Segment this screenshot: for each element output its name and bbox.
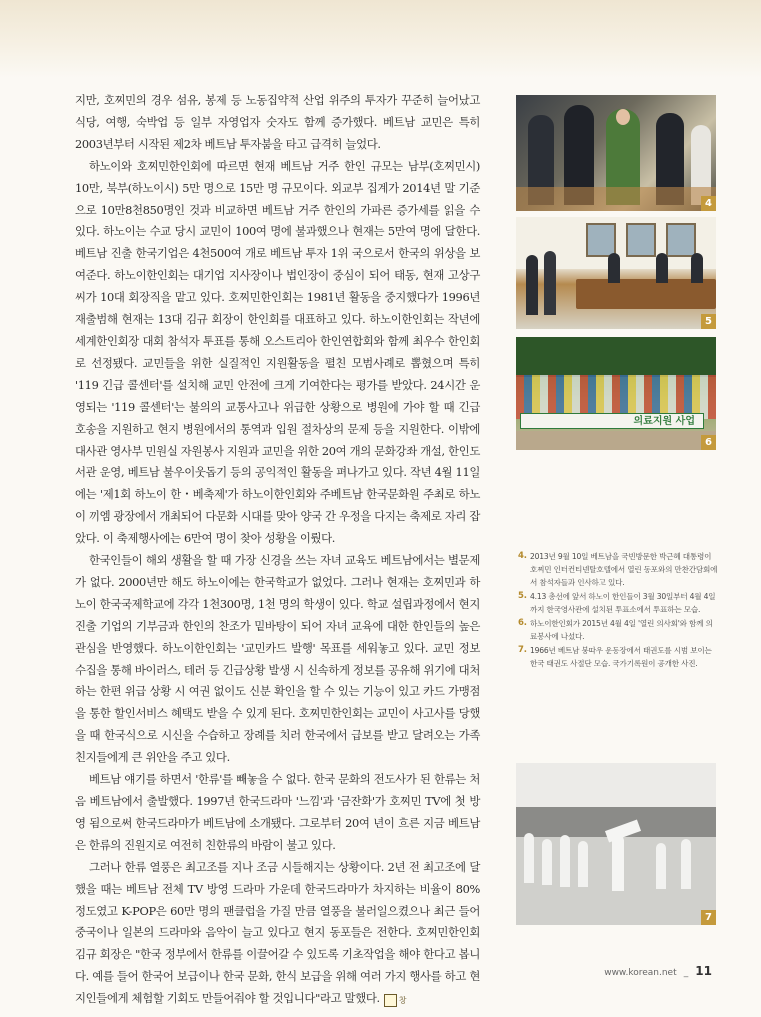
paragraph-5 [75, 857, 480, 1010]
footer-site: www.korean.net [604, 968, 677, 978]
caption-4 [518, 550, 718, 589]
photo-4-number: 4 [701, 196, 716, 211]
photo-6 [516, 337, 716, 450]
photo-5-number: 5 [701, 314, 716, 329]
volunteer-banner [520, 413, 704, 429]
paragraph-3: 한국인들이 해외 생활을 할 때 가장 신경을 쓰는 자녀 교육도 베트남에서는 별문제가 없다. 2000년만 해도 하노이에는 한국학교가 없었다. 그러나 현재는 호찌민과 하노이 한국국제학교에 각각 1천300명, 1천 명의 학생이 있다. 학교 설립과정에서 현지 진출 기업의 기부금과 한인의 찬조가 밑바탕이 되어 자녀 교육에 대한 한인들의 높은 관심을 반영했다. 하노이한인회는 '교민카드 발행' 목표를 세워놓고 있다. 교민 정보 수집을 통해 바이러스, 테러 등 긴급상황 발생 시 신속하게 정보를 공유해 위기에 대처하는 한편 위급 상황 시 여권 없이도 신분 확인을 할 수 있는 기능이 있고 카드 가맹점을 통한 할인서비스 혜택도 받을 수 있게 된다. 호찌민한인회는 교민이 사고사를 당했을 때 한국식으로 시신을 수습하고 장례를 치러 한국에서 급보를 받고 달려오는 가족 친지들에게 큰 위안을 주고 있다. [75, 553, 480, 765]
page-number: 11 [695, 964, 712, 978]
caption-7-text: 1966년 베트남 붕따우 운동장에서 태권도를 시범 보이는 한국 태권도 사절단 모습. 국가기록원이 공개한 사진. [530, 646, 712, 668]
photo-5 [516, 217, 716, 329]
volunteer-banner-text: 의료지원 사업 [633, 416, 695, 427]
caption-5-number: 5. [518, 591, 527, 601]
caption-5 [518, 590, 718, 616]
caption-7-number: 7. [518, 645, 527, 655]
page-footer [560, 960, 712, 979]
article-body [75, 90, 480, 1010]
caption-6-text: 하노이한인회가 2015년 4월 4일 '열린 의사회'와 함께 의료봉사에 나섰다. [530, 619, 713, 641]
caption-5-text: 4.13 총선에 앞서 하노이 한인들이 3월 30일부터 4월 4일까지 한국영사관에 설치된 투표소에서 투표하는 모습. [530, 592, 716, 614]
caption-7 [518, 644, 718, 670]
caption-6 [518, 617, 718, 643]
photo-captions [518, 550, 718, 671]
photo-7-number: 7 [701, 910, 716, 925]
footer-separator: _ [683, 968, 689, 978]
paragraph-2: 하노이와 호찌민한인회에 따르면 현재 베트남 거주 한인 규모는 남부(호찌민시) 10만, 북부(하노이시) 5만 명으로 15만 명 규모이다. 외교부 집계가 2014년 말 기준으로 10만8천850명인 것과 비교하면 베트남 거주 한인의 가파른 증가세를 읽을 수 있다. 하노이는 수교 당시 교민이 100여 명에 불과했으나 현재는 5만여 명에 달한다. 베트남 진출 한국기업은 4천500여 개로 베트남 투자 1위 국으로서 한국의 위상을 보여준다. 하노이한인회는 대기업 지사장이나 법인장이 중심이 되어 태동, 현재 고상구 씨가 10대 회장직을 맡고 있다. 호찌민한인회는 1981년 활동을 중지했다가 1996년 재출범해 현재는 13대 김규 회장이 한인회를 대표하고 있다. 하노이한인회는 작년에 세계한인회장 대회 참석자 투표를 통해 오스트리아 한인연합회와 함께 최우수 한인회로 선정됐다. 교민들을 위한 실질적인 지원활동을 펼친 모범사례로 뽑혔으며 특히 '119 긴급 콜센터'를 설치해 교민 안전에 크게 기여한다는 평가를 받았다. 24시간 운영되는 '119 콜센터'는 불의의 교통사고나 위급한 상황으로 병원에 가야 할 때 긴급 호송을 지원하고 현지 병원에서의 통역과 입원 절차상의 문제 등을 지원한다. 이밖에 대사관 영사부 민원실 자원봉사 지원과 교민을 위한 20여 개의 문화강좌 개설, 한인도서관 운영, 베트남 불우이웃돕기 등의 공익적인 활동을 펴나가고 있다. 작년 4월 11일에는 '제1회 하노이 한・베축제'가 하노이한인회와 주베트남 한국문화원 주최로 하노이 끼엠 광장에서 개최되어 다문화 시대를 맞아 양국 간 우정을 다지는 축제로 자리 잡았다. 이 축제행사에는 6만여 명이 찾아 성황을 이뤘다. [75, 158, 480, 546]
top-decor-band [0, 0, 761, 78]
paragraph-1: 지만, 호찌민의 경우 섬유, 봉제 등 노동집약적 산업 위주의 투자가 꾸준히 늘어났고 식당, 여행, 숙박업 등 일부 자영업자 숫자도 함께 증가했다. 베트남 교민은 특히 2003년부터 시작된 제2차 베트남 투자붐을 타고 급격히 늘었다. [75, 93, 480, 151]
photo-4 [516, 95, 716, 211]
caption-6-number: 6. [518, 618, 527, 628]
end-mark-icon: 창 [384, 994, 397, 1007]
paragraph-5-text: 그러나 한류 열풍은 최고조를 지나 조금 시들해지는 상황이다. 2년 전 최고조에 달했을 때는 베트남 전체 TV 방영 드라마 가운데 한국드라마가 차지하는 비율이 80% 정도였고 K-POP은 60만 명의 팬클럽을 가질 만큼 열풍을 불러일으켰으나 최근 들어 중국이나 일본의 드라마와 음악이 늘고 있다고 현지 동포들은 전한다. 호찌민한인회 김규 회장은 "한국 정부에서 한류를 이끌어갈 수 있도록 기초작업을 해야 한다고 봅니다. 예를 들어 한국어 보급이나 한국 문화, 한식 보급을 위해 여러 가지 행사를 하고 현지인들에게 체험할 기회도 만들어줘야 할 것입니다"라고 말했다. [75, 859, 480, 1006]
photo-6-number: 6 [701, 435, 716, 450]
photo-7 [516, 763, 716, 925]
caption-4-number: 4. [518, 551, 527, 561]
paragraph-4: 베트남 얘기를 하면서 '한류'를 빼놓을 수 없다. 한국 문화의 전도사가 된 한류는 처음 베트남에서 출발했다. 1997년 한국드라마 '느낌'과 '금잔화'가 호찌민 TV에 첫 방영 됨으로써 한국드라마가 베트남에 소개됐다. 그로부터 20여 년이 흐른 지금 베트남은 한류의 진원지로 여전히 친한류의 바람이 불고 있다. [75, 772, 480, 852]
caption-4-text: 2013년 9월 10일 베트남을 국빈방문한 박근혜 대통령이 호찌민 인터컨티넨탈호텔에서 열린 동포와의 만찬간담회에서 참석자들과 인사하고 있다. [530, 552, 718, 587]
